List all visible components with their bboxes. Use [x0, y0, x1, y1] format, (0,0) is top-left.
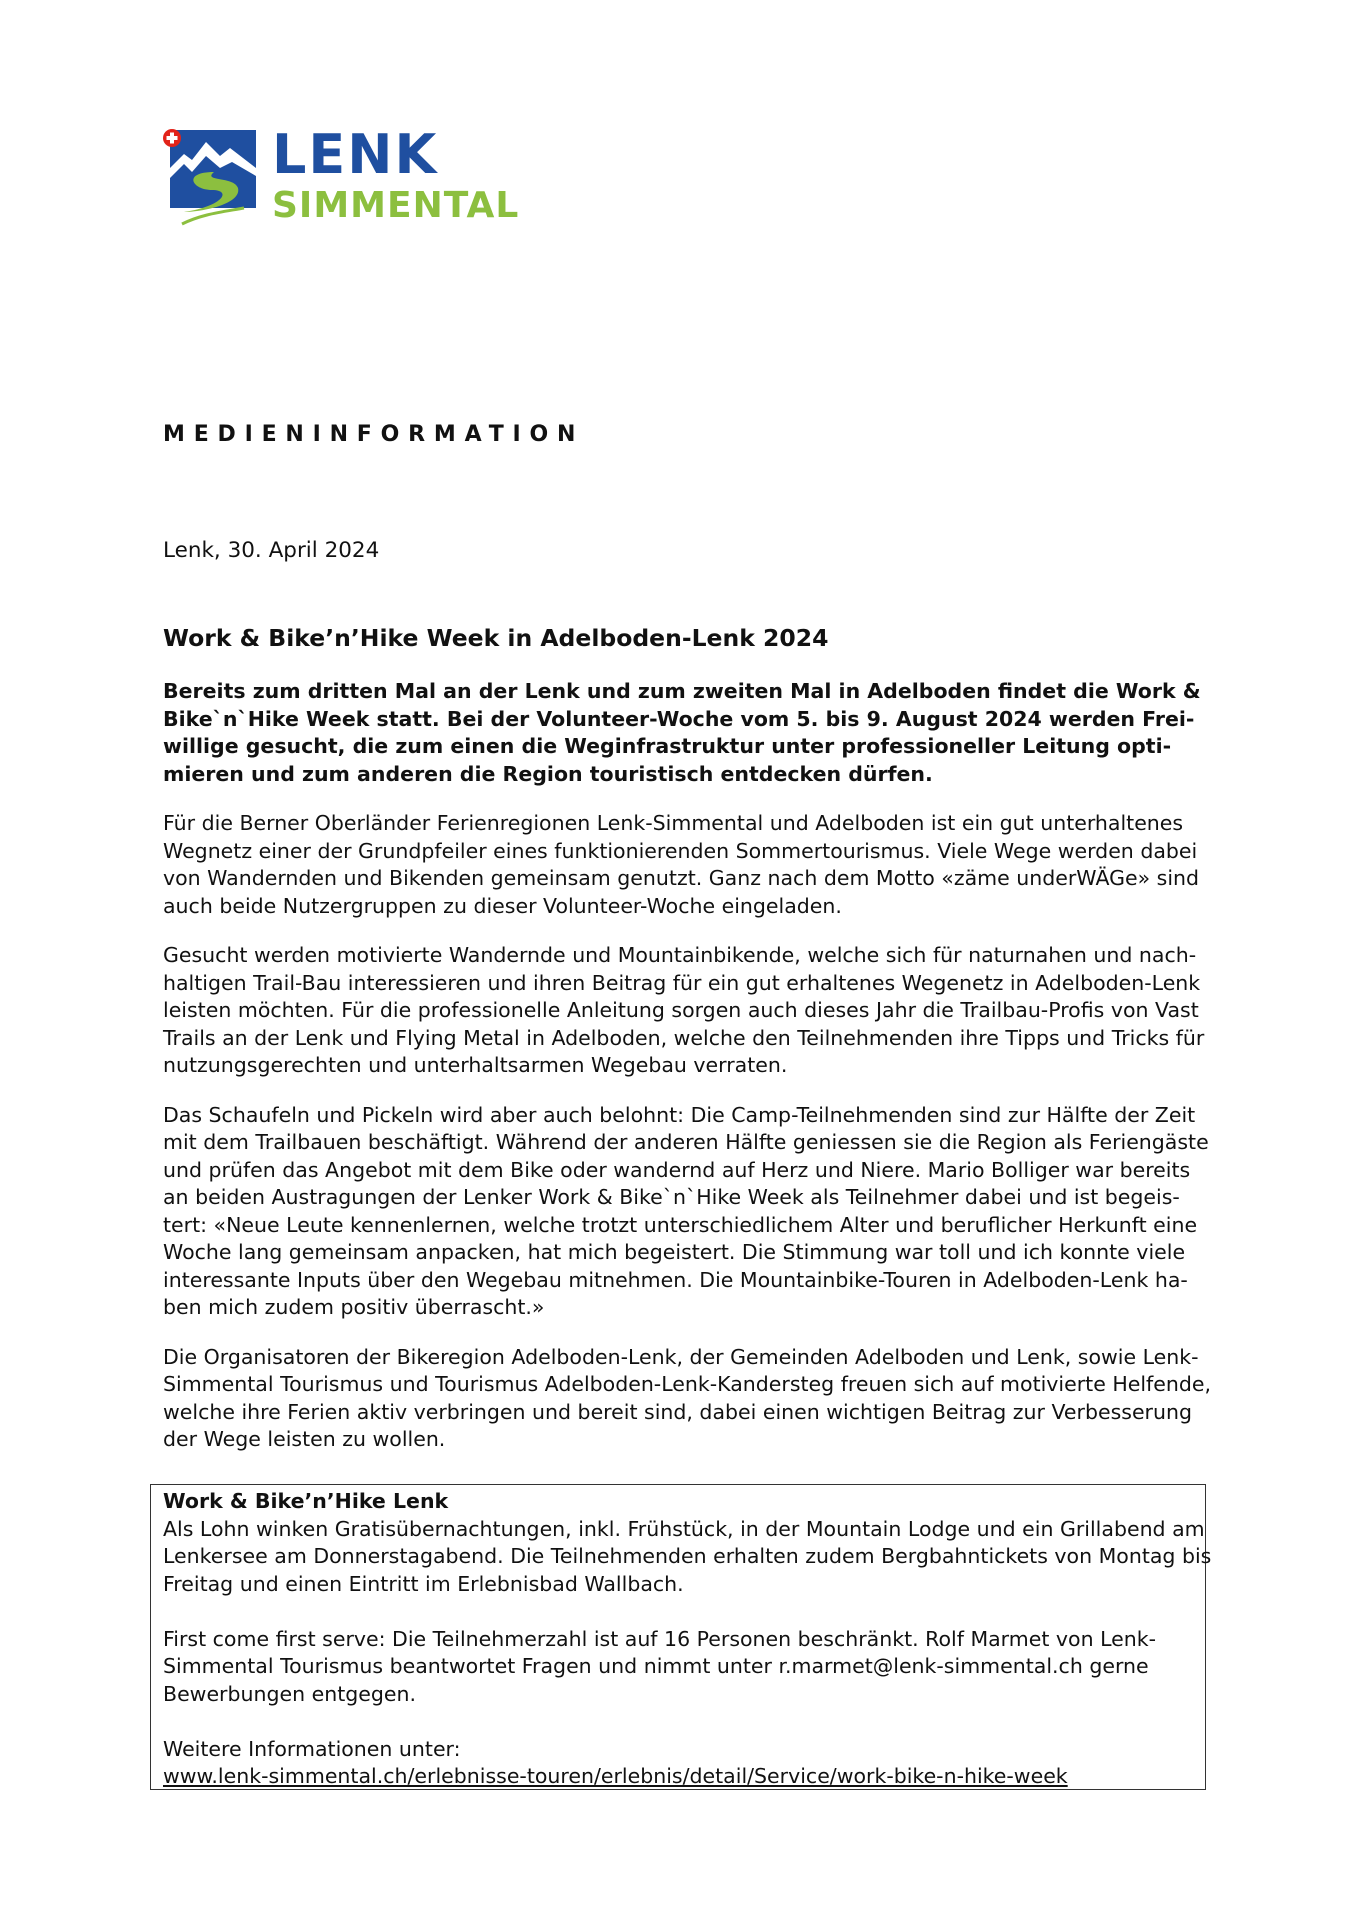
- text-line: der Wege leisten zu wollen.: [163, 1427, 446, 1451]
- text-line: Woche lang gemeinsam anpacken, hat mich begeistert. Die Stimmung war toll und ich konnte viele: [163, 1240, 1186, 1264]
- info-box-paragraph-2: [163, 1626, 1205, 1709]
- text-line: leisten möchten. Für die professionelle Anleitung sorgen auch dieses Jahr die Trailbau-Profis von Vast: [163, 998, 1199, 1022]
- lead-paragraph: [163, 678, 1208, 788]
- lead-line: mieren und zum anderen die Region touristisch entdecken dürfen.: [163, 761, 933, 786]
- paragraph-3: [163, 1102, 1208, 1322]
- text-line: ben mich zudem positiv überrascht.»: [163, 1295, 545, 1319]
- lead-line: Bereits zum dritten Mal an der Lenk und zum zweiten Mal in Adelboden findet die Work &: [163, 679, 1201, 703]
- text-line: und prüfen das Angebot mit dem Bike oder wandernd auf Herz und Niere. Mario Bolliger war bereits: [163, 1157, 1191, 1182]
- text-line: Für die Berner Oberländer Ferienregionen Lenk-Simmental und Adelboden ist ein gut unterhaltenes: [163, 811, 1184, 835]
- release-date: Lenk, 30. April 2024: [163, 538, 380, 563]
- lead-line: willige gesucht, die zum einen die Weginfrastruktur unter professioneller Leitung opti-: [163, 734, 1172, 758]
- text-line: Als Lohn winken Gratisübernachtungen, inkl. Frühstück, in der Mountain Lodge und ein Grillabend am: [163, 1516, 1205, 1541]
- logo-lenk-text: LENK: [272, 123, 439, 186]
- info-box-title: Work & Bike’n’Hike Lenk: [163, 1489, 449, 1513]
- section-label: MEDIENINFORMATION: [163, 422, 585, 447]
- text-line: haltigen Trail-Bau interessieren und ihren Beitrag für ein gut erhaltenes Wegenetz in Adelboden-Lenk: [163, 970, 1201, 995]
- mountain-logo-icon: [162, 128, 262, 232]
- text-line: First come first serve: Die Teilnehmerzahl ist auf 16 Personen beschränkt. Rolf Marmet von Lenk-: [163, 1626, 1157, 1651]
- headline: Work & Bike’n’Hike Week in Adelboden-Lenk 2024: [163, 624, 829, 652]
- text-line: Das Schaufeln und Pickeln wird aber auch belohnt: Die Camp-Teilnehmenden sind zur Hälfte der Zeit: [163, 1102, 1196, 1127]
- text-line: Die Organisatoren der Bikeregion Adelboden-Lenk, der Gemeinden Adelboden und Lenk, sowie Lenk-: [163, 1344, 1199, 1369]
- text-line: an beiden Austragungen der Lenker Work & Bike`n`Hike Week als Teilnehmer dabei und ist begeis-: [163, 1185, 1180, 1209]
- paragraph-4: [163, 1344, 1212, 1454]
- more-info-label: Weitere Informationen unter:: [163, 1736, 461, 1761]
- paragraph-1: [163, 810, 1208, 920]
- info-box: [150, 1484, 1212, 1790]
- text-line: Gesucht werden motivierte Wandernde und Mountainbikende, welche sich für naturnahen und nach-: [163, 943, 1197, 967]
- text-line: Simmental Tourismus beantwortet Fragen und nimmt unter r.marmet@lenk-simmental.ch gerne: [163, 1654, 1149, 1678]
- text-line: nutzungsgerechten und unterhaltsarmen Wegebau verraten.: [163, 1053, 788, 1077]
- text-line: Simmental Tourismus und Tourismus Adelboden-Lenk-Kandersteg freuen sich auf motivierte Helfende,: [163, 1372, 1212, 1396]
- paragraph-2: [163, 942, 1208, 1080]
- text-line: mit dem Trailbauen beschäftigt. Während der anderen Hälfte geniessen sie die Region als Feriengäste: [163, 1130, 1209, 1154]
- more-info-link[interactable]: www.lenk-simmental.ch/erlebnisse-touren/erlebnis/detail/Service/work-bike-n-hike-week: [163, 1764, 1068, 1788]
- text-line: von Wandernden und Bikenden gemeinsam genutzt. Ganz nach dem Motto «zäme underWÄGe» sind: [163, 866, 1200, 890]
- text-line: Bewerbungen entgegen.: [163, 1681, 417, 1706]
- text-line: Freitag und einen Eintritt im Erlebnisbad Wallbach.: [163, 1571, 684, 1596]
- text-line: auch beide Nutzergruppen zu dieser Volunteer-Woche eingeladen.: [163, 893, 842, 918]
- text-line: interessante Inputs über den Wegebau mitnehmen. Die Mountainbike-Touren in Adelboden-Lenk ha-: [163, 1267, 1188, 1292]
- text-line: welche ihre Ferien aktiv verbringen und bereit sind, dabei einen wichtigen Beitrag zur Verbesserung: [163, 1399, 1192, 1424]
- lenk-simmental-logo: [162, 123, 542, 232]
- text-line: tert: «Neue Leute kennenlernen, welche trotzt unterschiedlichem Alter und beruflicher Herkunft eine: [163, 1212, 1198, 1237]
- logo-simmental-text: SIMMENTAL: [272, 185, 520, 226]
- text-line: Lenkersee am Donnerstagabend. Die Teilnehmenden erhalten zudem Bergbahntickets von Montag bis: [163, 1544, 1212, 1568]
- text-line: Trails an der Lenk und Flying Metal in Adelboden, welche den Teilnehmenden ihre Tipps und Tricks für: [163, 1025, 1205, 1050]
- text-line: Wegnetz einer der Grundpfeiler eines funktionierenden Sommertourismus. Viele Wege werden dabei: [163, 838, 1198, 863]
- lead-line: Bike`n`Hike Week statt. Bei der Volunteer-Woche vom 5. bis 9. August 2024 werden Frei-: [163, 706, 1195, 731]
- info-box-paragraph-1: [163, 1516, 1212, 1599]
- body-text: [163, 810, 1212, 1476]
